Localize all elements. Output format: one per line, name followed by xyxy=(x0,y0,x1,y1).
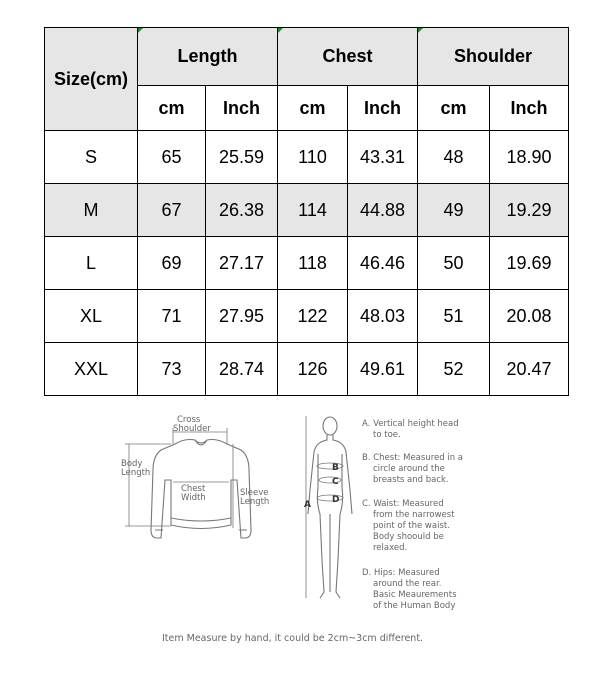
value-cell: 73 xyxy=(138,343,206,396)
note-d xyxy=(362,568,457,610)
value-cell: 48.03 xyxy=(348,290,418,343)
sleeve-length-label: Length xyxy=(240,497,270,507)
body-length-label: Body xyxy=(121,459,143,469)
human-figure-icon xyxy=(308,417,352,598)
value-cell: 126 xyxy=(278,343,348,396)
unit-header: Inch xyxy=(490,86,569,131)
measurement-disclaimer: Item Measure by hand, it could be 2cm~3cm different. xyxy=(162,633,424,644)
value-cell: 69 xyxy=(138,237,206,290)
svg-text:of the Human Body: of the Human Body xyxy=(373,601,456,610)
marker-c: C xyxy=(332,477,339,487)
value-cell: 51 xyxy=(418,290,490,343)
size-cell: XL xyxy=(45,290,138,343)
chest-width-label: Chest xyxy=(181,484,206,494)
svg-text:circle around the: circle around the xyxy=(373,464,445,474)
cell-corner-mark xyxy=(138,28,143,33)
table-row xyxy=(45,184,569,237)
value-cell: 122 xyxy=(278,290,348,343)
cell-corner-mark xyxy=(418,28,423,33)
table-row xyxy=(45,343,569,396)
table-row xyxy=(45,237,569,290)
note-c xyxy=(362,499,455,553)
value-cell: 28.74 xyxy=(206,343,278,396)
svg-text:A. Vertical height head: A. Vertical height head xyxy=(362,419,459,429)
size-cell: L xyxy=(45,237,138,290)
unit-header: cm xyxy=(138,86,206,131)
value-cell: 49.61 xyxy=(348,343,418,396)
body-measurement-diagram xyxy=(300,410,470,610)
chest-width-label: Width xyxy=(181,493,206,503)
svg-text:point of the waist.: point of the waist. xyxy=(373,521,450,531)
value-cell: 26.38 xyxy=(206,184,278,237)
svg-text:around the rear.: around the rear. xyxy=(373,579,442,589)
unit-header: Inch xyxy=(206,86,278,131)
note-b xyxy=(362,453,463,485)
unit-header: cm xyxy=(278,86,348,131)
shoulder-header: Shoulder xyxy=(418,28,569,86)
value-cell: 118 xyxy=(278,237,348,290)
svg-text:C. Waist: Measured: C. Waist: Measured xyxy=(362,499,444,509)
svg-text:relaxed.: relaxed. xyxy=(373,543,408,553)
cell-corner-mark xyxy=(278,28,283,33)
value-cell: 20.47 xyxy=(490,343,569,396)
value-cell: 114 xyxy=(278,184,348,237)
value-cell: 19.69 xyxy=(490,237,569,290)
value-cell: 20.08 xyxy=(490,290,569,343)
note-a xyxy=(362,419,459,440)
size-header: Size(cm) xyxy=(45,28,138,131)
value-cell: 46.46 xyxy=(348,237,418,290)
svg-text:to toe.: to toe. xyxy=(373,430,401,440)
cross-shoulder-label: Shoulder xyxy=(173,424,211,434)
svg-text:breasts and back.: breasts and back. xyxy=(373,475,449,485)
value-cell: 50 xyxy=(418,237,490,290)
value-cell: 71 xyxy=(138,290,206,343)
value-cell: 110 xyxy=(278,131,348,184)
marker-b: B xyxy=(332,463,339,473)
sleeve-length-label: Sleeve xyxy=(240,488,269,498)
value-cell: 44.88 xyxy=(348,184,418,237)
value-cell: 52 xyxy=(418,343,490,396)
sweater-measurement-diagram xyxy=(115,410,285,555)
value-cell: 18.90 xyxy=(490,131,569,184)
value-cell: 19.29 xyxy=(490,184,569,237)
body-length-label: Length xyxy=(121,468,151,478)
value-cell: 27.95 xyxy=(206,290,278,343)
value-cell: 27.17 xyxy=(206,237,278,290)
size-cell: XXL xyxy=(45,343,138,396)
size-cell: M xyxy=(45,184,138,237)
table-row xyxy=(45,290,569,343)
chest-header: Chest xyxy=(278,28,418,86)
cross-shoulder-label: Cross xyxy=(177,415,201,425)
value-cell: 48 xyxy=(418,131,490,184)
value-cell: 49 xyxy=(418,184,490,237)
svg-text:Basic Meaurements: Basic Meaurements xyxy=(373,590,457,600)
unit-header: Inch xyxy=(348,86,418,131)
value-cell: 25.59 xyxy=(206,131,278,184)
table-row xyxy=(45,131,569,184)
marker-a: A xyxy=(304,500,311,510)
svg-text:B. Chest: Measured in a: B. Chest: Measured in a xyxy=(362,453,463,463)
length-header: Length xyxy=(138,28,278,86)
svg-text:from the narrowest: from the narrowest xyxy=(373,510,455,520)
value-cell: 65 xyxy=(138,131,206,184)
size-chart-table xyxy=(44,27,569,396)
svg-text:Body shoould be: Body shoould be xyxy=(373,532,444,542)
value-cell: 43.31 xyxy=(348,131,418,184)
unit-header: cm xyxy=(418,86,490,131)
value-cell: 67 xyxy=(138,184,206,237)
size-cell: S xyxy=(45,131,138,184)
svg-text:D. Hips: Measured: D. Hips: Measured xyxy=(362,568,440,578)
marker-d: D xyxy=(332,495,340,505)
